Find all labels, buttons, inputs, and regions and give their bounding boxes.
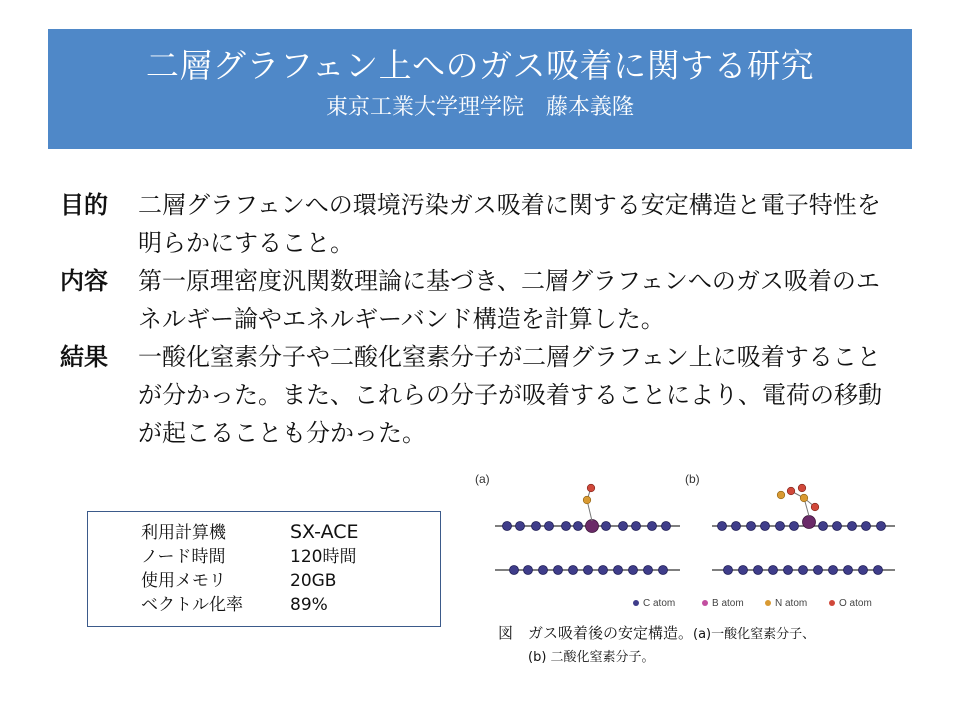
- panel-b-label: (b): [685, 472, 700, 486]
- section-text: 第一原理密度汎関数理論に基づき、二層グラフェンへのガス吸着のエネルギー論やエネルギーバンド構造を計算した。: [138, 267, 880, 333]
- legend-n-dot: [765, 600, 771, 606]
- legend-b-dot: [702, 600, 708, 606]
- spec-row: [141, 570, 336, 592]
- legend-c-dot: [633, 600, 639, 606]
- caption-main: 図 ガス吸着後の安定構造。: [498, 624, 694, 642]
- spec-row: [141, 594, 328, 616]
- atom-legend: [633, 598, 872, 609]
- spec-row: [141, 546, 356, 568]
- legend-o-label: O atom: [839, 598, 872, 609]
- legend-b-label: B atom: [712, 598, 744, 609]
- adsorption-structure-figure: [470, 465, 910, 615]
- compute-spec-box: [87, 511, 441, 627]
- legend-c-label: C atom: [643, 598, 676, 609]
- spec-key: ベクトル化率: [141, 595, 243, 615]
- spec-value: 89%: [290, 595, 328, 615]
- section-label: 目的: [60, 191, 108, 219]
- section-result: [60, 338, 910, 452]
- spec-key: 使用メモリ: [141, 571, 226, 591]
- title-banner: [48, 29, 912, 149]
- legend-o-dot: [829, 600, 835, 606]
- summary-body: [60, 186, 910, 452]
- spec-value: SX-ACE: [290, 521, 359, 543]
- spec-key: 利用計算機: [141, 523, 226, 543]
- caption-panel-a: (a)一酸化窒素分子、: [693, 627, 816, 642]
- spec-row: [141, 521, 359, 544]
- section-text: 一酸化窒素分子や二酸化窒素分子が二層グラフェン上に吸着することが分かった。また、これらの分子が吸着することにより、電荷の移動が起こることも分かった。: [138, 343, 882, 447]
- figure-caption: [498, 622, 908, 669]
- section-label: 内容: [60, 267, 108, 295]
- page-title: 二層グラフェン上へのガス吸着に関する研究: [145, 46, 815, 85]
- spec-value: 120時間: [290, 547, 357, 567]
- structure-diagram: [470, 465, 910, 615]
- spec-value: 20GB: [290, 571, 337, 591]
- caption-panel-b: (b) 二酸化窒素分子。: [528, 650, 655, 665]
- legend-n-label: N atom: [775, 598, 808, 609]
- spec-key: ノード時間: [141, 547, 226, 567]
- section-text: 二層グラフェンへの環境汚染ガス吸着に関する安定構造と電子特性を明らかにすること。: [138, 191, 881, 257]
- section-content: [60, 262, 910, 338]
- section-purpose: [60, 186, 910, 262]
- section-label: 結果: [60, 343, 108, 371]
- author-affiliation: 東京工業大学理学院 藤本義隆: [325, 95, 634, 120]
- panel-a-label: (a): [475, 472, 490, 486]
